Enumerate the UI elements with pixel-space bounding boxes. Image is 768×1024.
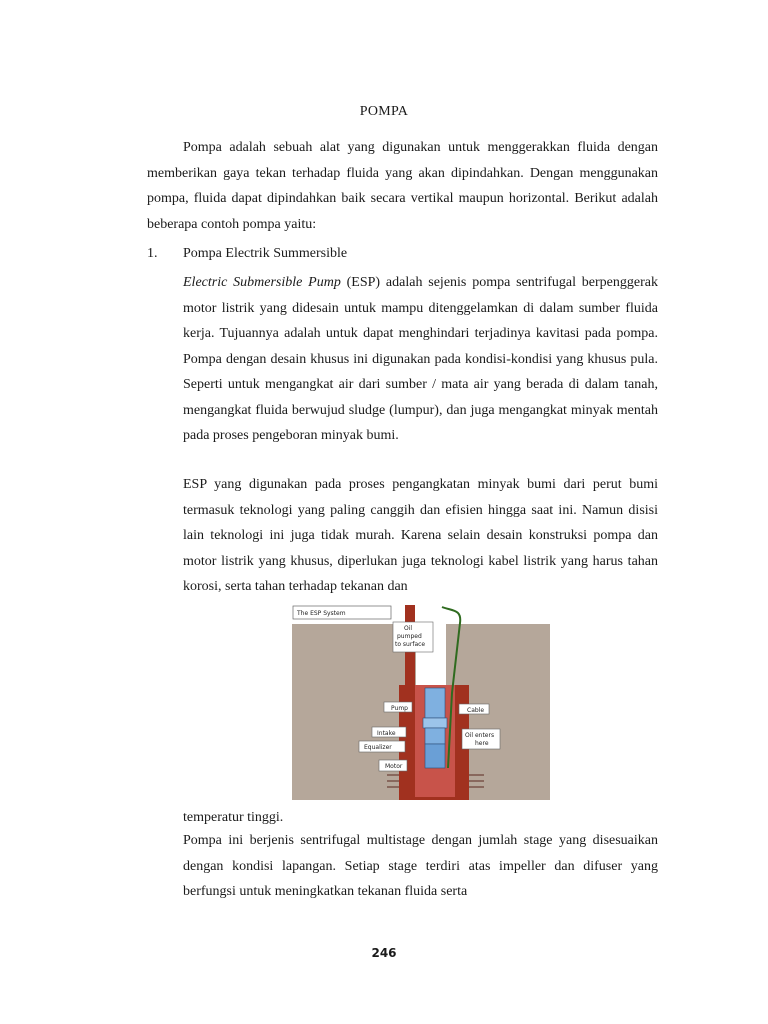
esp-system-figure <box>292 603 550 803</box>
italic-term: Electric Submersible Pump <box>183 275 341 290</box>
label-pump: Pump <box>391 705 408 712</box>
page-number: 246 <box>371 946 397 960</box>
label-here: here <box>475 740 489 747</box>
label-intake: Intake <box>377 730 396 737</box>
label-motor: Motor <box>385 763 403 770</box>
list-heading: Pompa Electrik Summersible <box>183 246 348 261</box>
figure-title: The ESP System <box>297 610 346 617</box>
label-oil-enters: Oil enters <box>465 732 495 739</box>
paragraph-text: (ESP) adalah sejenis pompa sentrifugal berpenggerak motor listrik yang didesain untuk mampu ditenggelamkan di dalam sumber fluida kerja. Tujuannya adalah untuk dapat menghindari terjadinya kavitasi pada pompa. Pompa dengan desain khusus ini digunakan pada kondisi-kondisi yang khusus pula. Seperti untuk mengangkat air dari sumber / mata air yang berada di dalam tanah, mengangkat fluida berwujud sludge (lumpur), dan juga mengangkat minyak mentah pada proses pengeboran minyak bumi. <box>183 275 658 443</box>
label-equalizer: Equalizer <box>364 744 392 751</box>
equalizer-section <box>425 728 445 744</box>
label-oil: Oil <box>404 625 413 632</box>
label-to-surface: to surface <box>395 641 426 648</box>
motor-section <box>425 744 445 768</box>
pump-body <box>425 688 445 718</box>
esp-usage-paragraph: ESP yang digunakan pada proses pengangkatan minyak bumi dari perut bumi termasuk teknologi yang paling canggih dan efisien hingga saat ini. Namun disisi lain teknologi ini juga tidak murah. Karena selain desain konstruksi pompa dan motor listrik yang khusus, diperlukan juga teknologi kabel listrik yang harus tahan korosi, serta tahan terhadap tekanan dan <box>183 477 658 594</box>
temperature-line: temperatur tinggi. <box>183 810 284 825</box>
label-cable: Cable <box>467 707 485 714</box>
esp-definition-paragraph <box>183 270 658 449</box>
page-title: POMPA <box>359 104 409 119</box>
multistage-paragraph: Pompa ini berjenis sentrifugal multistage dengan jumlah stage yang disesuaikan dengan kondisi lapangan. Setiap stage terdiri atas impeller dan difuser yang berfungsi untuk meningkatkan tekanan fluida serta <box>183 833 658 899</box>
intake-section <box>423 718 447 728</box>
label-pumped: pumped <box>397 633 422 640</box>
intro-paragraph: Pompa adalah sebuah alat yang digunakan untuk menggerakkan fluida dengan memberikan gaya tekan terhadap fluida yang akan dipindahkan. Dengan menggunakan pompa, fluida dapat dipindahkan baik secara vertikal maupun horizontal. Berikut adalah beberapa contoh pompa yaitu: <box>147 140 658 232</box>
list-number: 1. <box>147 246 158 261</box>
